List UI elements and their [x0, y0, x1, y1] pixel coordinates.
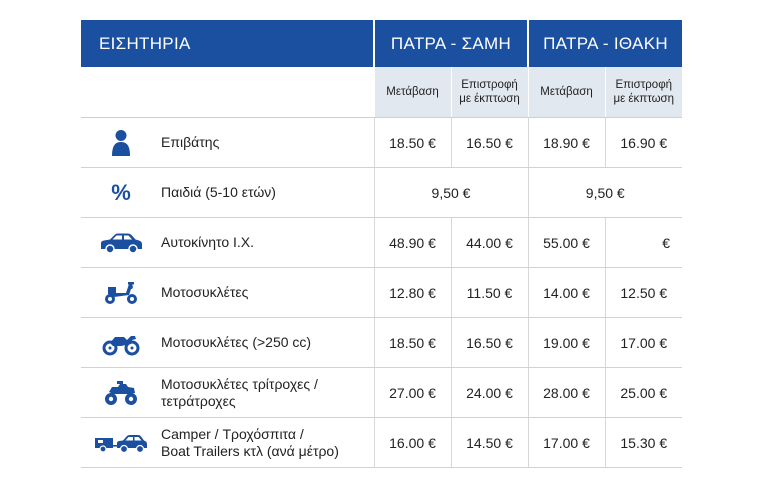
subheader-departure-ithaki [528, 67, 605, 118]
price-cell: 18.50 € [374, 318, 451, 368]
row-label: Camper / Τροχόσπιτα / [161, 425, 304, 442]
price-cell: 11.50 € [451, 268, 528, 318]
price-cell: 15.30 € [605, 418, 682, 468]
price-cell: 44.00 € [451, 218, 528, 268]
row-label: Αυτοκίνητο Ι.Χ. [161, 218, 374, 268]
car-icon [98, 232, 144, 254]
subheader-departure-sami [374, 67, 451, 118]
subheader-text: με έκπτωση [459, 93, 520, 105]
camper-trailer-icon [94, 432, 148, 454]
price-cell: € [605, 218, 682, 268]
subheader-text: Μετάβαση [540, 86, 593, 98]
subheader-text: με έκπτωση [613, 93, 675, 105]
row-label: Μοτοσυκλέτες τρίτροχες / [161, 375, 318, 392]
motorcycle-icon [101, 330, 141, 356]
price-cell: 9,50 € [374, 168, 528, 218]
price-cell: 16.00 € [374, 418, 451, 468]
scooter-icon [102, 280, 140, 306]
price-cell: 28.00 € [528, 368, 605, 418]
tickets-title: ΕΙΣΗΤΗΡΙΑ [81, 20, 374, 67]
price-cell: 48.90 € [374, 218, 451, 268]
table-row-scooter [81, 268, 682, 318]
price-cell: 12.80 € [374, 268, 451, 318]
subheader-text: Επιστροφή [461, 79, 518, 91]
price-cell: 19.00 € [528, 318, 605, 368]
subheader-return-sami [451, 67, 528, 118]
price-cell: 17.00 € [528, 418, 605, 468]
row-label: Μοτοσυκλέτες [161, 268, 374, 318]
table-row-children [81, 168, 682, 218]
price-cell: 17.00 € [605, 318, 682, 368]
table-row-camper [81, 418, 682, 468]
price-cell: 25.00 € [605, 368, 682, 418]
price-cell: 27.00 € [374, 368, 451, 418]
price-cell: 14.00 € [528, 268, 605, 318]
price-cell: 24.00 € [451, 368, 528, 418]
row-label: Παιδιά (5-10 ετών) [161, 168, 374, 218]
ticket-price-table [81, 20, 682, 468]
price-cell: 14.50 € [451, 418, 528, 468]
price-cell: 18.50 € [374, 118, 451, 168]
price-cell: 18.90 € [528, 118, 605, 168]
row-label: Μοτοσυκλέτες (>250 cc) [161, 318, 374, 368]
route-patra-sami: ΠΑΤΡΑ - ΣΑΜΗ [374, 20, 528, 67]
table-row-quad [81, 368, 682, 418]
row-label-line2: τετράτροχες [161, 392, 236, 409]
quad-icon [101, 379, 141, 407]
price-cell: 16.50 € [451, 318, 528, 368]
passenger-icon [110, 129, 132, 157]
table-header-row [81, 20, 682, 67]
table-row-motorcycle [81, 318, 682, 368]
row-label-line2: Boat Trailers κτλ (ανά μέτρο) [161, 442, 339, 459]
price-cell: 55.00 € [528, 218, 605, 268]
row-label: Επιβάτης [161, 118, 374, 168]
table-row-passenger [81, 118, 682, 168]
price-cell: 12.50 € [605, 268, 682, 318]
price-cell: 9,50 € [528, 168, 682, 218]
subheader-text: Επιστροφή [615, 79, 673, 91]
table-row-car [81, 218, 682, 268]
subheader-return-ithaki [605, 67, 682, 118]
percent-icon: % [111, 179, 131, 205]
subheader-blank [81, 67, 374, 118]
price-cell: 16.90 € [605, 118, 682, 168]
route-patra-ithaki: ΠΑΤΡΑ - ΙΘΑΚΗ [528, 20, 682, 67]
subheader-text: Μετάβαση [386, 86, 439, 98]
table-subheader-row [81, 67, 682, 118]
price-cell: 16.50 € [451, 118, 528, 168]
